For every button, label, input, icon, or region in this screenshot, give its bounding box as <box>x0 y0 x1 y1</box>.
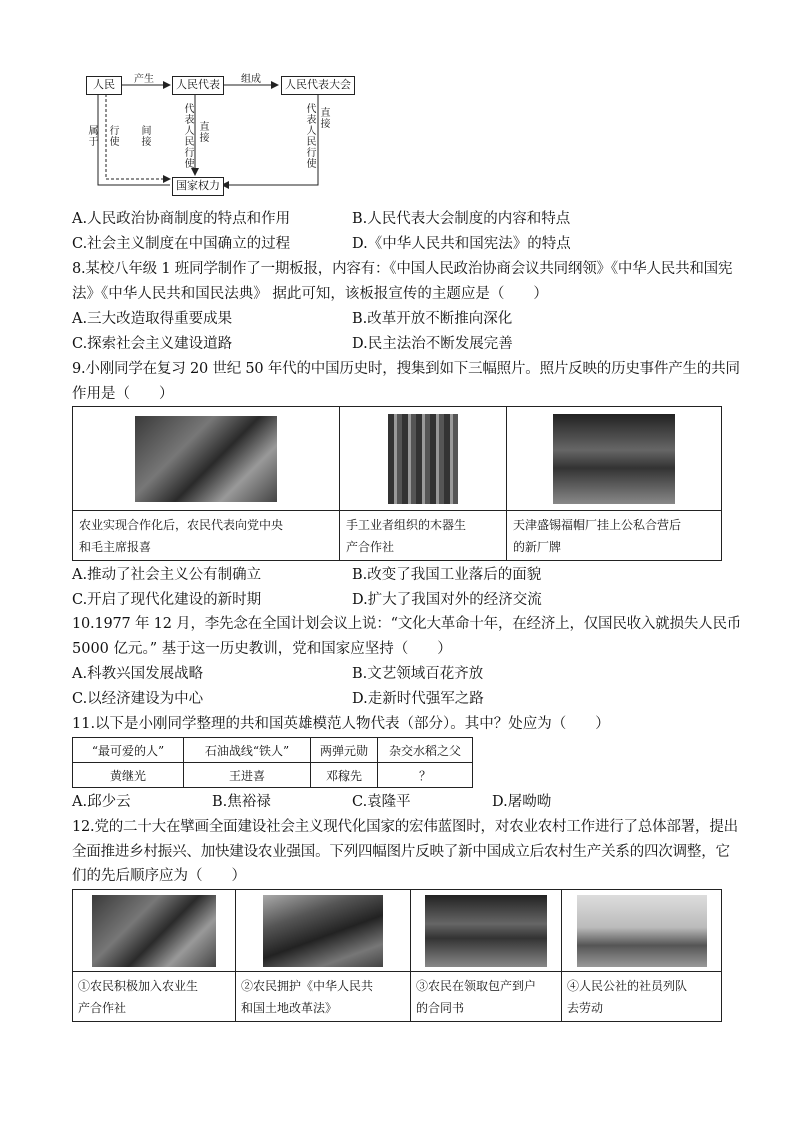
q12-photo-cell-2 <box>236 890 411 972</box>
q8-option-c: C.探索社会主义建设道路 <box>72 336 233 352</box>
label-direct-2: 直接 <box>320 108 331 130</box>
q9-stem-line2: 作用是（ ） <box>72 386 174 402</box>
q11-stem: 11.以下是小刚同学整理的共和国英雄模范人物代表（部分）。其中？处应为（ ） <box>72 716 610 732</box>
q11-cell-2: 王进喜 <box>184 763 311 788</box>
q9-photo-cell-1 <box>73 407 340 511</box>
q12-photo-table <box>72 889 722 1022</box>
photo-farmers-report <box>135 416 277 502</box>
label-indirect: 间接 <box>141 126 152 148</box>
q12-caption-4: ④人民公社的社员列队 去劳动 <box>562 972 722 1022</box>
photo-peoples-commune <box>577 895 707 967</box>
q9-option-a: A.推动了社会主义公有制确立 <box>72 567 262 583</box>
label-rep-exercise-2: 代表人民行使 <box>306 104 317 170</box>
photo-land-reform <box>263 895 383 967</box>
q7-option-d: D.《中华人民共和国宪法》的特点 <box>352 236 571 252</box>
q10-option-b: B.文艺领域百花齐放 <box>352 666 484 682</box>
q10-stem-line2: 5000 亿元。” 基于这一历史教训，党和国家应坚持（ ） <box>72 641 452 657</box>
q11-cell-1: 黄继光 <box>73 763 184 788</box>
q8-stem-line2: 法》《中华人民共和国民法典》 据此可知，该板报宣传的主题应是（ ） <box>72 286 548 302</box>
q11-option-b: B.焦裕禄 <box>212 794 271 810</box>
label-belong: 属于 <box>88 126 99 148</box>
q11-cell-4: ？ <box>378 763 473 788</box>
q12-caption-1: ①农民积极加入农业生 产合作社 <box>73 972 236 1022</box>
q10-option-a: A.科教兴国发展战略 <box>72 666 204 682</box>
q8-option-d: D.民主法治不断发展完善 <box>352 336 513 352</box>
q12-photo-cell-1 <box>73 890 236 972</box>
q12-stem-line3: 们的先后顺序应为（ ） <box>72 868 246 884</box>
q10-stem-line1: 10.1977 年 12 月，李先念在全国计划会议上说：“文化大革命十年，在经济上，仅国民收入就损失人民币 <box>72 616 742 632</box>
q11-header-2: 石油战线“铁人” <box>184 738 311 763</box>
q12-stem-line2: 全面推进乡村振兴、加快建设农业强国。下列四幅图片反映了新中国成立后农村生产关系的四次调整，它 <box>72 844 730 860</box>
photo-join-cooperative <box>92 895 216 967</box>
q12-caption-3: ③农民在领取包产到户 的合同书 <box>411 972 562 1022</box>
label-produce: 产生 <box>134 74 154 85</box>
q11-option-a: A.邱少云 <box>72 794 131 810</box>
q7-option-c: C.社会主义制度在中国确立的过程 <box>72 236 291 252</box>
label-direct: 直接 <box>199 122 210 144</box>
q7-option-a: A.人民政治协商制度的特点和作用 <box>72 211 291 227</box>
q9-photo-table <box>72 406 722 561</box>
q8-option-b: B.改革开放不断推向深化 <box>352 311 513 327</box>
q9-caption-3: 天津盛锡福帽厂挂上公私合营后 的新厂牌 <box>507 511 722 561</box>
photo-contract-responsibility <box>425 895 547 967</box>
box-representative: 人民代表 <box>172 76 224 95</box>
q8-stem-line1: 8.某校八年级 1 班同学制作了一期板报，内容有：《中国人民政治协商会议共同纲领》《中华人民共和国宪 <box>72 261 733 277</box>
label-rep-exercise: 代表人民行使 <box>184 104 195 170</box>
q9-caption-1: 农业实现合作化后，农民代表向党中央 和毛主席报喜 <box>73 511 340 561</box>
box-state-power: 国家权力 <box>172 177 224 196</box>
q12-photo-cell-4 <box>562 890 722 972</box>
q12-stem-line1: 12.党的二十大在擘画全面建设社会主义现代化国家的宏伟蓝图时，对农业农村工作进行了总体部署，提出 <box>72 819 738 835</box>
q11-header-4: 杂交水稻之父 <box>378 738 473 763</box>
label-exercise: 行使 <box>109 126 120 148</box>
q11-cell-3: 邓稼先 <box>311 763 378 788</box>
q11-hero-table <box>72 737 473 788</box>
q11-header-1: “最可爱的人” <box>73 738 184 763</box>
q9-photo-cell-3 <box>507 407 722 511</box>
q11-option-d: D.屠呦呦 <box>492 794 552 810</box>
q12-caption-2: ②农民拥护《中华人民共 和国土地改革法》 <box>236 972 411 1022</box>
photo-hat-factory-sign <box>553 414 675 504</box>
box-congress: 人民代表大会 <box>281 76 355 95</box>
q7-option-b: B.人民代表大会制度的内容和特点 <box>352 211 571 227</box>
q9-stem-line1: 9.小刚同学在复习 20 世纪 50 年代的中国历史时，搜集到如下三幅照片。照片反映的历史事件产生的共同 <box>72 361 740 377</box>
q8-option-a: A.三大改造取得重要成果 <box>72 311 233 327</box>
q9-option-b: B.改变了我国工业落后的面貌 <box>352 567 542 583</box>
q11-header-3: 两弹元勋 <box>311 738 378 763</box>
q11-option-c: C.袁隆平 <box>352 794 411 810</box>
q10-option-c: C.以经济建设为中心 <box>72 691 204 707</box>
q9-option-c: C.开启了现代化建设的新时期 <box>72 592 262 608</box>
photo-woodwork-cooperative <box>388 414 458 504</box>
q9-option-d: D.扩大了我国对外的经济交流 <box>352 592 542 608</box>
box-people: 人民 <box>86 76 122 95</box>
label-form: 组成 <box>241 74 261 85</box>
q9-caption-2: 手工业者组织的木器生 产合作社 <box>340 511 507 561</box>
q12-photo-cell-3 <box>411 890 562 972</box>
q9-photo-cell-2 <box>340 407 507 511</box>
q10-option-d: D.走新时代强军之路 <box>352 691 484 707</box>
